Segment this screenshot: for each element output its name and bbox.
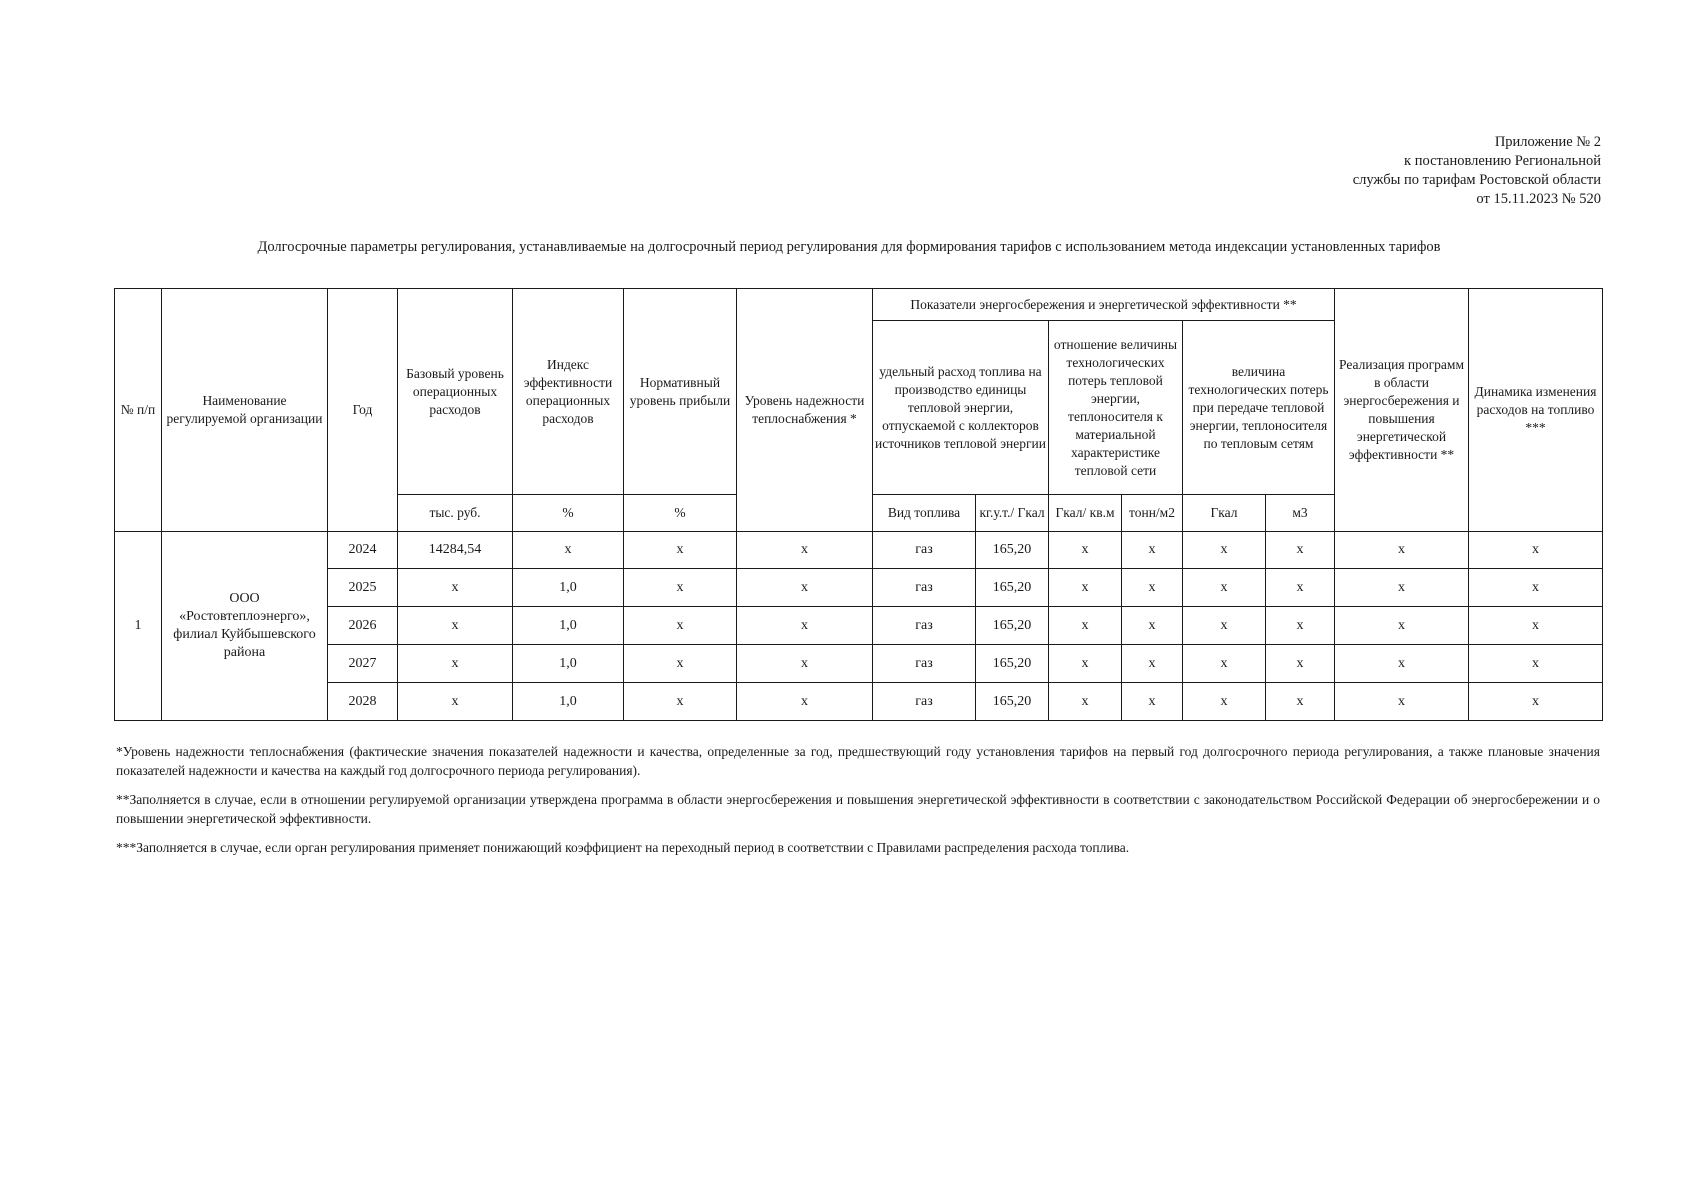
cell-fuel-type: газ xyxy=(873,532,976,569)
cell-loss-gcal: х xyxy=(1183,607,1266,645)
cell-loss-ratio-ton: х xyxy=(1122,532,1183,569)
cell-loss-ratio-ton: х xyxy=(1122,569,1183,607)
header-organization: Наименование регулируемой организации xyxy=(162,289,328,532)
cell-base-cost: 14284,54 xyxy=(398,532,513,569)
cell-year: 2026 xyxy=(328,607,398,645)
cell-fuel-dynamics: х xyxy=(1469,607,1603,645)
footnote-energy-program: **Заполняется в случае, если в отношении регулируемой организации утверждена программа в области энергосбережения и повышения энергетической эффективности в соответствии с законодательством Российской Федерации об энергосбережении и о повышении энергетической эффективности. xyxy=(116,792,1600,826)
header-base-cost: Базовый уровень операционных расходов xyxy=(398,289,513,495)
cell-loss-ratio-ton: х xyxy=(1122,683,1183,721)
unit-efficiency-index: % xyxy=(513,495,624,532)
cell-fuel-rate: 165,20 xyxy=(976,683,1049,721)
annex-title: Приложение № 2 xyxy=(1494,134,1601,150)
unit-loss-m3: м3 xyxy=(1266,495,1335,532)
cell-fuel-dynamics: х xyxy=(1469,683,1603,721)
cell-base-cost: х xyxy=(398,683,513,721)
cell-base-cost: х xyxy=(398,569,513,607)
cell-base-cost: х xyxy=(398,607,513,645)
cell-efficiency-index: х xyxy=(513,532,624,569)
cell-loss-gcal: х xyxy=(1183,569,1266,607)
cell-loss-ratio-ton: х xyxy=(1122,645,1183,683)
cell-loss-ratio-gcal: х xyxy=(1049,607,1122,645)
annex-authority: службы по тарифам Ростовской области xyxy=(1352,172,1601,188)
cell-reliability: х xyxy=(737,683,873,721)
cell-efficiency-index: 1,0 xyxy=(513,607,624,645)
cell-fuel-rate: 165,20 xyxy=(976,569,1049,607)
header-loss-ratio: отношение величины технологических потерь тепловой энергии, теплоносителя к материальной характеристике тепловой сети xyxy=(1049,321,1183,495)
cell-programs: х xyxy=(1335,645,1469,683)
footnote-reliability: *Уровень надежности теплоснабжения (фактические значения показателей надежности и качества, определенные за год, предшествующий году установления тарифов на первый год долгосрочного периода регулирования, а также плановые значения показателей надежности и качества на каждый год долгосрочного периода регулирования). xyxy=(116,744,1600,778)
cell-loss-m3: х xyxy=(1266,569,1335,607)
cell-year: 2027 xyxy=(328,645,398,683)
cell-reliability: х xyxy=(737,645,873,683)
cell-reliability: х xyxy=(737,607,873,645)
cell-fuel-rate: 165,20 xyxy=(976,532,1049,569)
cell-programs: х xyxy=(1335,683,1469,721)
cell-loss-m3: х xyxy=(1266,645,1335,683)
header-energy-group: Показатели энергосбережения и энергетической эффективности ** xyxy=(873,289,1335,321)
header-year: Год xyxy=(328,289,398,532)
annex-date: от 15.11.2023 № 520 xyxy=(1476,191,1601,207)
footnote-fuel-dynamics: ***Заполняется в случае, если орган регулирования применяет понижающий коэффициент на переходный период в соответствии с Правилами распределения расхода топлива. xyxy=(116,840,1130,855)
cell-norm-profit: х xyxy=(624,569,737,607)
cell-year: 2024 xyxy=(328,532,398,569)
cell-fuel-type: газ xyxy=(873,607,976,645)
cell-loss-m3: х xyxy=(1266,607,1335,645)
header-specific-fuel: удельный расход топлива на производство единицы тепловой энергии, отпускаемой с коллекторов источников тепловой энергии xyxy=(873,321,1049,495)
cell-fuel-type: газ xyxy=(873,645,976,683)
cell-year: 2025 xyxy=(328,569,398,607)
cell-loss-gcal: х xyxy=(1183,532,1266,569)
cell-loss-ratio-gcal: х xyxy=(1049,569,1122,607)
header-fuel-dynamics: Динамика изменения расходов на топливо *** xyxy=(1469,289,1603,532)
table-row xyxy=(115,683,1603,721)
cell-loss-gcal: х xyxy=(1183,645,1266,683)
cell-loss-ratio-gcal: х xyxy=(1049,532,1122,569)
cell-loss-ratio-gcal: х xyxy=(1049,683,1122,721)
cell-efficiency-index: 1,0 xyxy=(513,683,624,721)
document-title: Долгосрочные параметры регулирования, устанавливаемые на долгосрочный период регулирования для формирования тарифов с использованием метода индексации установленных тарифов xyxy=(257,239,1441,255)
annex-reference: к постановлению Региональной xyxy=(1404,153,1601,169)
header-programs: Реализация программ в области энергосбережения и повышения энергетической эффективности ** xyxy=(1335,289,1469,532)
table-row xyxy=(115,607,1603,645)
cell-reliability: х xyxy=(737,532,873,569)
cell-efficiency-index: 1,0 xyxy=(513,569,624,607)
cell-loss-gcal: х xyxy=(1183,683,1266,721)
cell-fuel-type: газ xyxy=(873,683,976,721)
cell-loss-ratio-gcal: х xyxy=(1049,645,1122,683)
cell-norm-profit: х xyxy=(624,607,737,645)
cell-fuel-dynamics: х xyxy=(1469,569,1603,607)
annex-block xyxy=(1353,133,1601,209)
cell-norm-profit: х xyxy=(624,532,737,569)
cell-norm-profit: х xyxy=(624,683,737,721)
unit-loss-ratio-gcal: Гкал/ кв.м xyxy=(1049,495,1122,532)
cell-reliability: х xyxy=(737,569,873,607)
cell-fuel-rate: 165,20 xyxy=(976,607,1049,645)
cell-programs: х xyxy=(1335,532,1469,569)
cell-loss-m3: х xyxy=(1266,683,1335,721)
table-row xyxy=(115,645,1603,683)
cell-fuel-dynamics: х xyxy=(1469,645,1603,683)
table-row xyxy=(115,569,1603,607)
footnotes xyxy=(116,742,1600,867)
cell-loss-m3: х xyxy=(1266,532,1335,569)
cell-loss-ratio-ton: х xyxy=(1122,607,1183,645)
cell-year: 2028 xyxy=(328,683,398,721)
cell-base-cost: х xyxy=(398,645,513,683)
header-number: № п/п xyxy=(115,289,162,532)
cell-programs: х xyxy=(1335,607,1469,645)
table-row xyxy=(115,532,1603,569)
cell-efficiency-index: 1,0 xyxy=(513,645,624,683)
org-number: 1 xyxy=(115,532,162,721)
header-norm-profit: Нормативный уровень прибыли xyxy=(624,289,737,495)
unit-loss-ratio-ton: тонн/м2 xyxy=(1122,495,1183,532)
cell-norm-profit: х xyxy=(624,645,737,683)
header-reliability: Уровень надежности теплоснабжения * xyxy=(737,289,873,532)
cell-programs: х xyxy=(1335,569,1469,607)
unit-base-cost: тыс. руб. xyxy=(398,495,513,532)
org-name: ООО «Ростовтеплоэнерго», филиал Куйбышевского района xyxy=(162,532,328,721)
header-loss-value: величина технологических потерь при передаче тепловой энергии, теплоносителя по тепловым сетям xyxy=(1183,321,1335,495)
cell-fuel-rate: 165,20 xyxy=(976,645,1049,683)
cell-fuel-type: газ xyxy=(873,569,976,607)
parameters-table xyxy=(114,288,1603,721)
unit-norm-profit: % xyxy=(624,495,737,532)
header-efficiency-index: Индекс эффективности операционных расходов xyxy=(513,289,624,495)
unit-loss-gcal: Гкал xyxy=(1183,495,1266,532)
unit-fuel-type: Вид топлива xyxy=(873,495,976,532)
cell-fuel-dynamics: х xyxy=(1469,532,1603,569)
unit-fuel-rate: кг.у.т./ Гкал xyxy=(976,495,1049,532)
